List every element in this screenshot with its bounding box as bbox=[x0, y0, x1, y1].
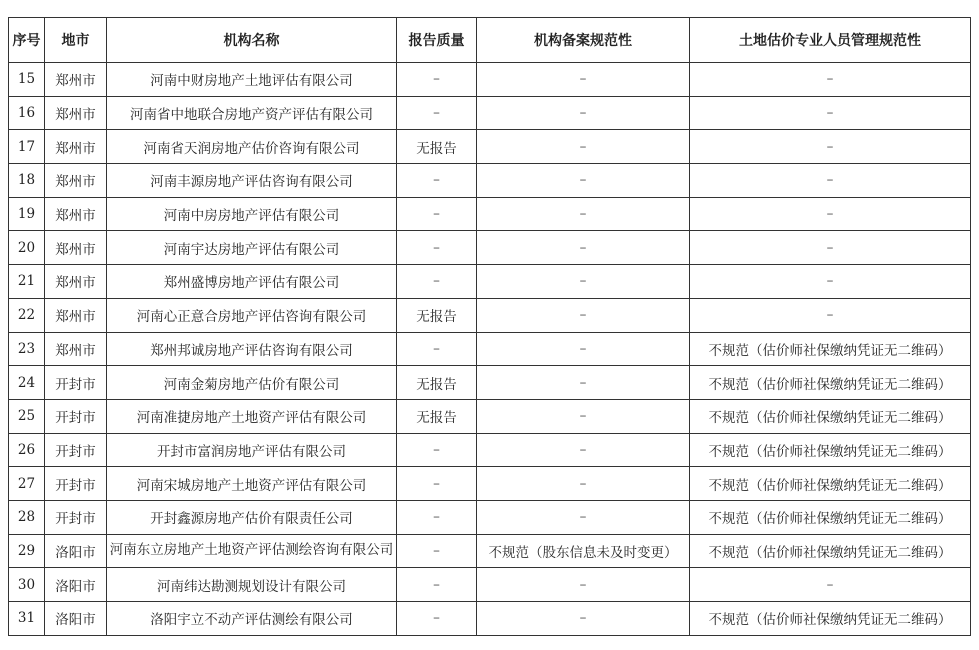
cell-city: 郑州市 bbox=[45, 231, 107, 265]
cell-quality: – bbox=[397, 433, 477, 467]
cell-quality: 无报告 bbox=[397, 130, 477, 164]
cell-city: 开封市 bbox=[45, 399, 107, 433]
cell-name: 洛阳宇立不动产评估测绘有限公司 bbox=[107, 602, 397, 636]
cell-no: 24 bbox=[9, 366, 45, 400]
cell-name: 河南心正意合房地产评估咨询有限公司 bbox=[107, 298, 397, 332]
cell-quality: – bbox=[397, 500, 477, 534]
cell-staff: – bbox=[690, 265, 971, 299]
cell-no: 20 bbox=[9, 231, 45, 265]
cell-quality: – bbox=[397, 467, 477, 501]
cell-city: 郑州市 bbox=[45, 96, 107, 130]
cell-filing: – bbox=[477, 298, 690, 332]
table-row bbox=[9, 399, 971, 433]
cell-quality: – bbox=[397, 332, 477, 366]
cell-name: 河南丰源房地产评估咨询有限公司 bbox=[107, 164, 397, 198]
cell-staff: 不规范（估价师社保缴纳凭证无二维码） bbox=[690, 433, 971, 467]
header-quality: 报告质量 bbox=[397, 18, 477, 63]
cell-filing: – bbox=[477, 500, 690, 534]
cell-filing: – bbox=[477, 332, 690, 366]
cell-name: 河南东立房地产土地资产评估测绘咨询有限公司 bbox=[107, 534, 397, 568]
table-row bbox=[9, 366, 971, 400]
cell-staff: – bbox=[690, 63, 971, 97]
cell-no: 22 bbox=[9, 298, 45, 332]
cell-no: 23 bbox=[9, 332, 45, 366]
cell-staff: – bbox=[690, 130, 971, 164]
header-filing: 机构备案规范性 bbox=[477, 18, 690, 63]
cell-staff: 不规范（估价师社保缴纳凭证无二维码） bbox=[690, 467, 971, 501]
cell-no: 26 bbox=[9, 433, 45, 467]
cell-city: 开封市 bbox=[45, 433, 107, 467]
table-row bbox=[9, 164, 971, 198]
cell-city: 洛阳市 bbox=[45, 534, 107, 568]
cell-city: 开封市 bbox=[45, 500, 107, 534]
cell-filing: – bbox=[477, 164, 690, 198]
cell-no: 15 bbox=[9, 63, 45, 97]
cell-name: 河南宇达房地产评估有限公司 bbox=[107, 231, 397, 265]
cell-city: 开封市 bbox=[45, 366, 107, 400]
table-row bbox=[9, 332, 971, 366]
cell-no: 18 bbox=[9, 164, 45, 198]
cell-filing: – bbox=[477, 568, 690, 602]
cell-name: 河南金菊房地产估价有限公司 bbox=[107, 366, 397, 400]
header-staff: 土地估价专业人员管理规范性 bbox=[690, 18, 971, 63]
cell-city: 开封市 bbox=[45, 467, 107, 501]
cell-city: 郑州市 bbox=[45, 164, 107, 198]
cell-name: 河南省中地联合房地产资产评估有限公司 bbox=[107, 96, 397, 130]
cell-no: 28 bbox=[9, 500, 45, 534]
cell-quality: – bbox=[397, 602, 477, 636]
cell-staff: 不规范（估价师社保缴纳凭证无二维码） bbox=[690, 602, 971, 636]
header-row bbox=[9, 18, 971, 63]
cell-quality: 无报告 bbox=[397, 298, 477, 332]
table-row bbox=[9, 602, 971, 636]
cell-filing: – bbox=[477, 63, 690, 97]
cell-no: 25 bbox=[9, 399, 45, 433]
cell-city: 郑州市 bbox=[45, 265, 107, 299]
cell-name: 开封鑫源房地产估价有限责任公司 bbox=[107, 500, 397, 534]
cell-no: 17 bbox=[9, 130, 45, 164]
cell-staff: 不规范（估价师社保缴纳凭证无二维码） bbox=[690, 399, 971, 433]
table-row bbox=[9, 500, 971, 534]
cell-staff: – bbox=[690, 164, 971, 198]
table-row bbox=[9, 298, 971, 332]
cell-city: 郑州市 bbox=[45, 332, 107, 366]
cell-filing: – bbox=[477, 130, 690, 164]
cell-staff: – bbox=[690, 568, 971, 602]
cell-filing: – bbox=[477, 467, 690, 501]
table-row bbox=[9, 568, 971, 602]
cell-quality: 无报告 bbox=[397, 399, 477, 433]
table-row bbox=[9, 265, 971, 299]
cell-no: 31 bbox=[9, 602, 45, 636]
cell-name: 河南纬达勘测规划设计有限公司 bbox=[107, 568, 397, 602]
cell-name: 郑州盛博房地产评估有限公司 bbox=[107, 265, 397, 299]
evaluation-table bbox=[8, 17, 971, 636]
cell-city: 郑州市 bbox=[45, 130, 107, 164]
cell-filing: – bbox=[477, 265, 690, 299]
cell-filing: 不规范（股东信息未及时变更） bbox=[477, 534, 690, 568]
cell-staff: – bbox=[690, 96, 971, 130]
cell-quality: – bbox=[397, 197, 477, 231]
header-no: 序号 bbox=[9, 18, 45, 63]
header-city: 地市 bbox=[45, 18, 107, 63]
cell-no: 21 bbox=[9, 265, 45, 299]
cell-no: 30 bbox=[9, 568, 45, 602]
cell-filing: – bbox=[477, 602, 690, 636]
cell-staff: – bbox=[690, 231, 971, 265]
cell-quality: – bbox=[397, 265, 477, 299]
cell-name: 河南宋城房地产土地资产评估有限公司 bbox=[107, 467, 397, 501]
cell-quality: – bbox=[397, 96, 477, 130]
cell-no: 29 bbox=[9, 534, 45, 568]
cell-staff: 不规范（估价师社保缴纳凭证无二维码） bbox=[690, 500, 971, 534]
table-row bbox=[9, 96, 971, 130]
table-row bbox=[9, 63, 971, 97]
cell-filing: – bbox=[477, 231, 690, 265]
cell-staff: 不规范（估价师社保缴纳凭证无二维码） bbox=[690, 366, 971, 400]
cell-filing: – bbox=[477, 96, 690, 130]
cell-quality: 无报告 bbox=[397, 366, 477, 400]
cell-quality: – bbox=[397, 164, 477, 198]
table-row bbox=[9, 534, 971, 568]
cell-staff: 不规范（估价师社保缴纳凭证无二维码） bbox=[690, 332, 971, 366]
cell-city: 洛阳市 bbox=[45, 568, 107, 602]
cell-name: 河南准捷房地产土地资产评估有限公司 bbox=[107, 399, 397, 433]
cell-city: 郑州市 bbox=[45, 298, 107, 332]
table-row bbox=[9, 130, 971, 164]
table-row bbox=[9, 231, 971, 265]
cell-city: 郑州市 bbox=[45, 63, 107, 97]
cell-staff: 不规范（估价师社保缴纳凭证无二维码） bbox=[690, 534, 971, 568]
cell-filing: – bbox=[477, 433, 690, 467]
cell-name: 开封市富润房地产评估有限公司 bbox=[107, 433, 397, 467]
table-row bbox=[9, 433, 971, 467]
cell-quality: – bbox=[397, 231, 477, 265]
cell-no: 27 bbox=[9, 467, 45, 501]
table-row bbox=[9, 467, 971, 501]
cell-city: 郑州市 bbox=[45, 197, 107, 231]
cell-no: 16 bbox=[9, 96, 45, 130]
cell-name: 河南省天润房地产估价咨询有限公司 bbox=[107, 130, 397, 164]
cell-staff: – bbox=[690, 298, 971, 332]
cell-name: 郑州邦诚房地产评估咨询有限公司 bbox=[107, 332, 397, 366]
cell-quality: – bbox=[397, 568, 477, 602]
cell-name: 河南中财房地产土地评估有限公司 bbox=[107, 63, 397, 97]
cell-name: 河南中房房地产评估有限公司 bbox=[107, 197, 397, 231]
cell-quality: – bbox=[397, 534, 477, 568]
cell-filing: – bbox=[477, 366, 690, 400]
cell-filing: – bbox=[477, 399, 690, 433]
cell-no: 19 bbox=[9, 197, 45, 231]
table-row bbox=[9, 197, 971, 231]
cell-quality: – bbox=[397, 63, 477, 97]
cell-city: 洛阳市 bbox=[45, 602, 107, 636]
cell-staff: – bbox=[690, 197, 971, 231]
header-name: 机构名称 bbox=[107, 18, 397, 63]
cell-filing: – bbox=[477, 197, 690, 231]
